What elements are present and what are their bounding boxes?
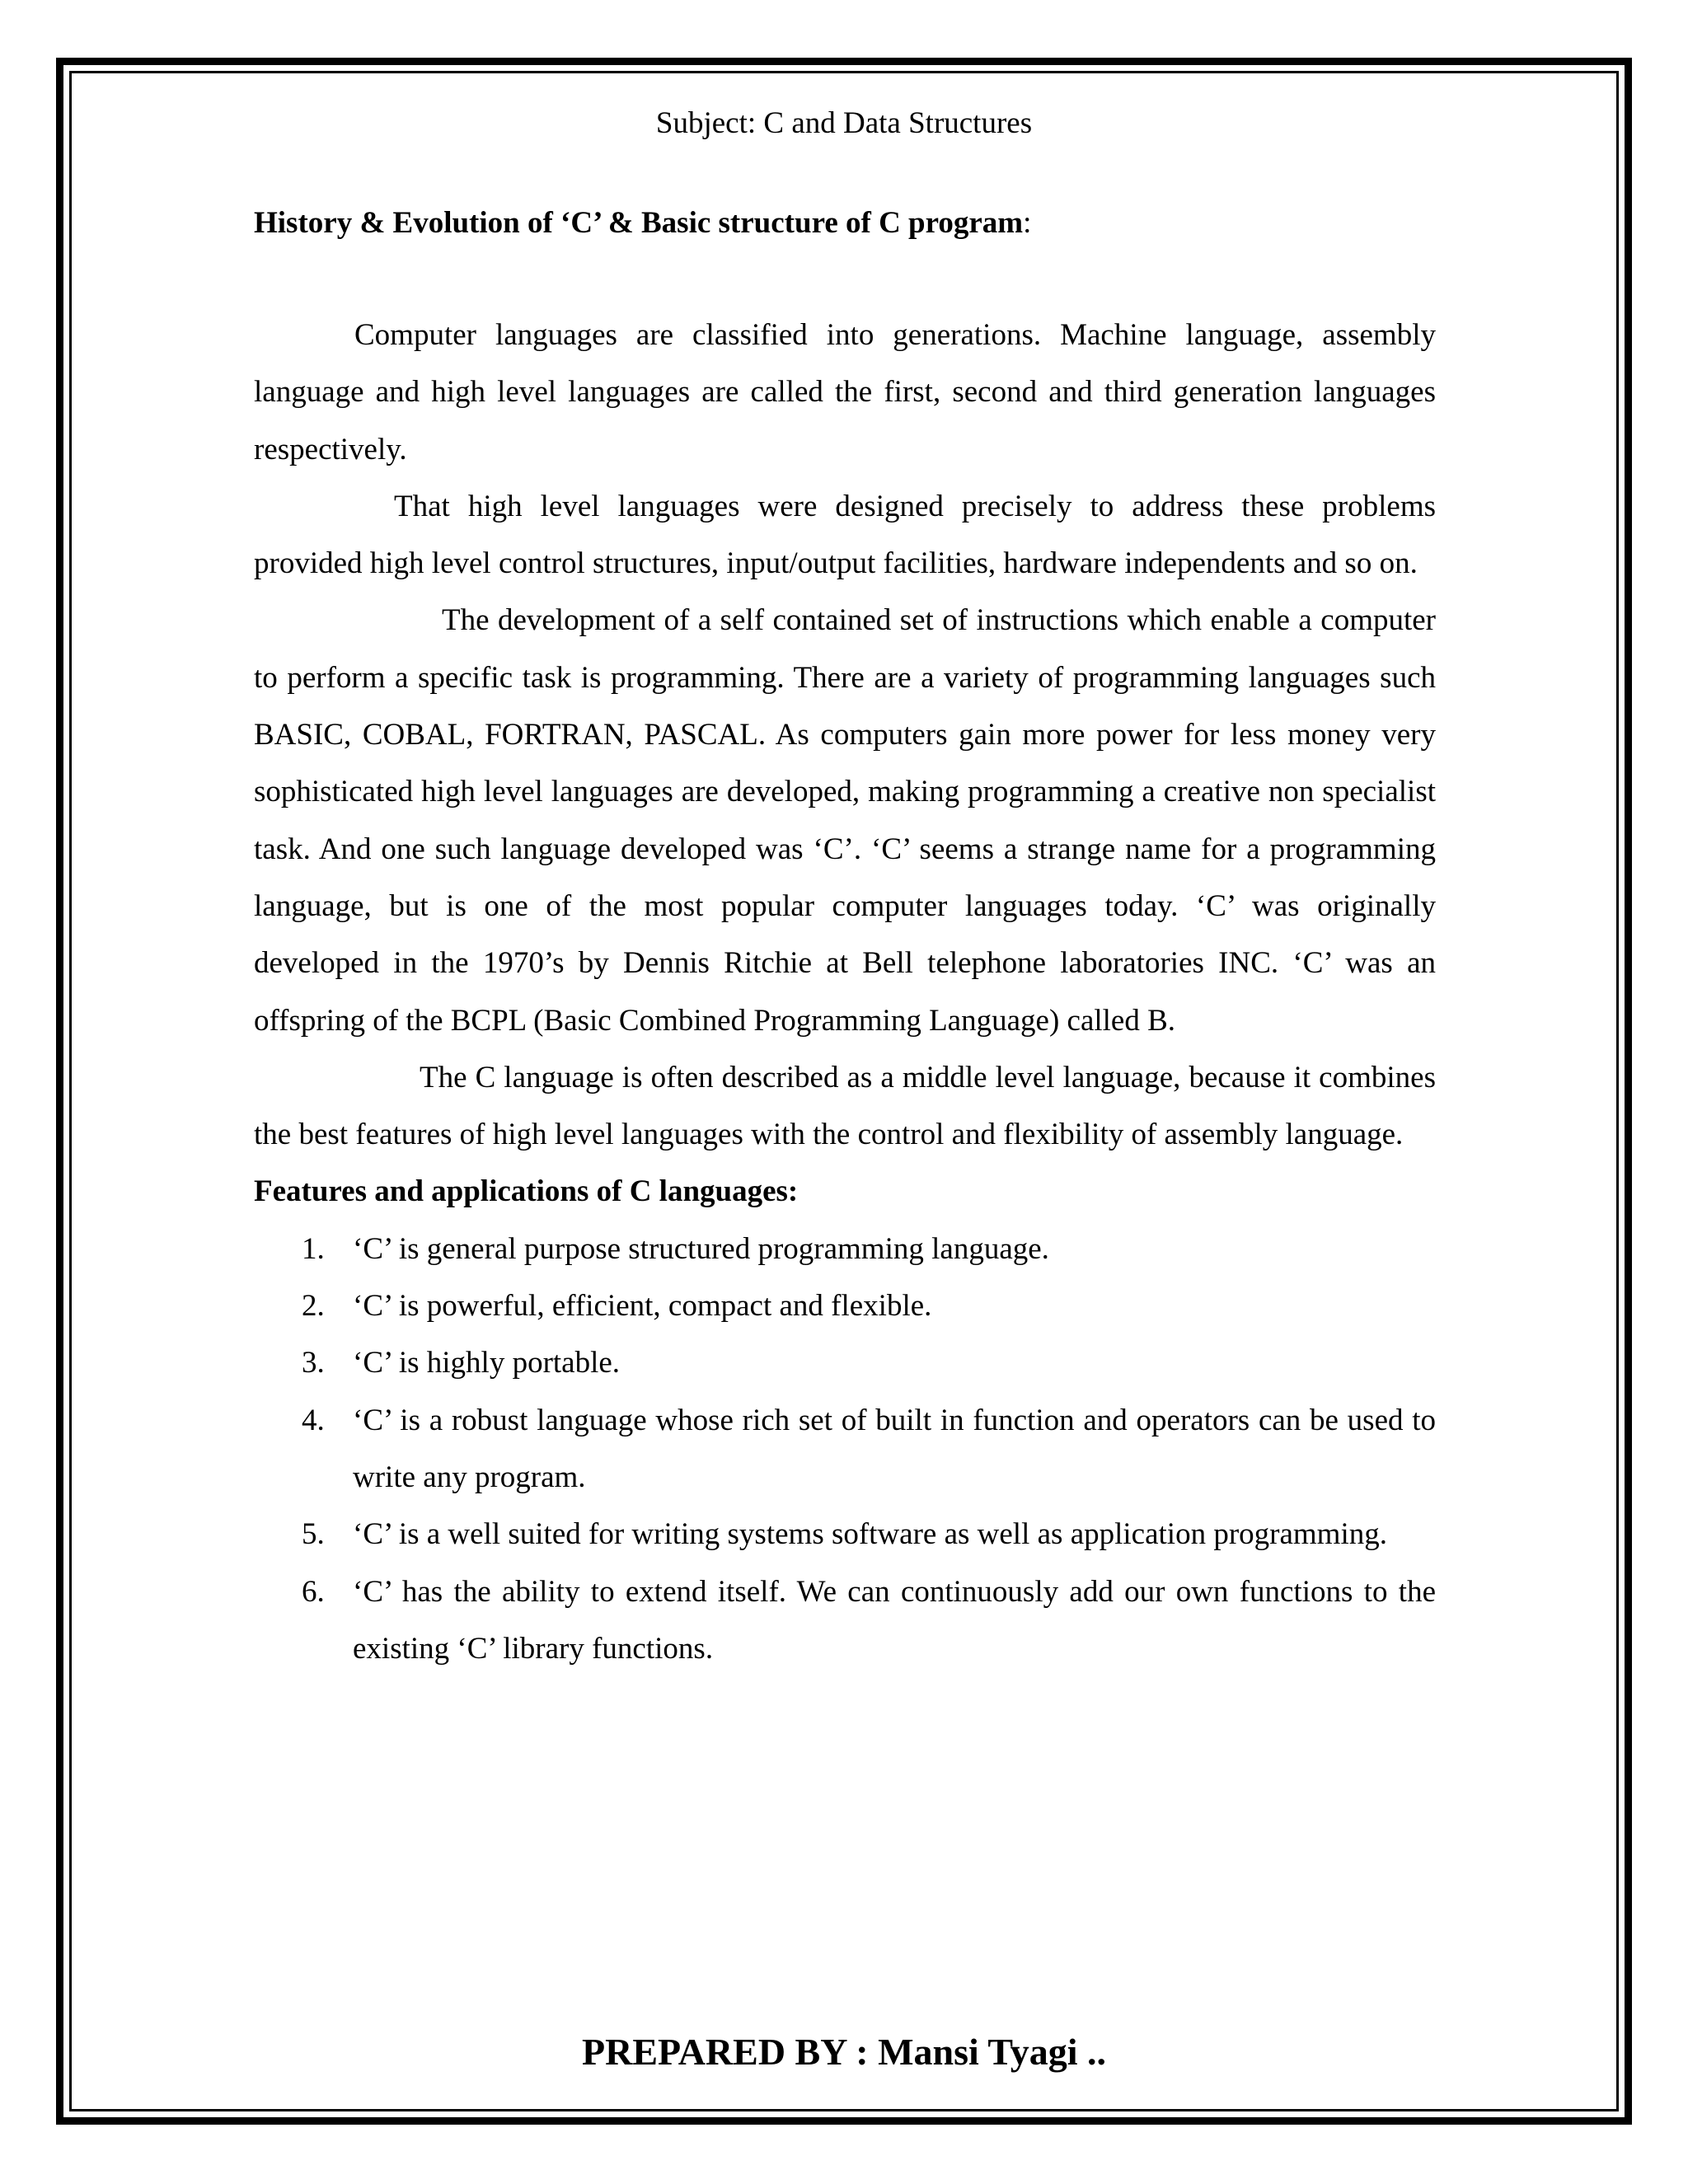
document-body [254,200,1436,1677]
list-item-text: ‘C’ is a robust language whose rich set of built in function and operators can be used to write any program. [353,1403,1436,1494]
list-item [254,1221,1436,1277]
paragraph-middle-level: The C language is often described as a middle level language, because it combines the best features of high level languages with the control and flexibility of assembly language. [254,1060,1436,1152]
section-heading-colon: : [1023,206,1032,240]
features-list [254,1221,1436,1677]
prepared-by-footer: PREPARED BY : Mansi Tyagi .. [582,2031,1106,2073]
list-item-number: 5. [302,1517,325,1552]
list-item-text: ‘C’ is general purpose structured programming language. [353,1231,1049,1266]
list-item-number: 2. [302,1289,325,1324]
section-heading-text: History & Evolution of ‘C’ & Basic structure of C program [254,206,1024,240]
list-item [254,1392,1436,1507]
subject-header: Subject: C and Data Structures [655,106,1033,140]
list-item-text: ‘C’ is powerful, efficient, compact and flexible. [353,1289,932,1324]
list-item-text: ‘C’ has the ability to extend itself. We can continuously add our own functions to the existing ‘C’ library functions. [353,1574,1436,1666]
list-item-text: ‘C’ is highly portable. [353,1346,621,1380]
list-item [254,1506,1436,1563]
list-item [254,1334,1436,1391]
list-item-number: 1. [302,1231,325,1266]
list-item [254,1563,1436,1678]
list-item [254,1277,1436,1334]
section-heading [254,200,1436,246]
list-item-text: ‘C’ is a well suited for writing systems software as well as application programming. [353,1517,1387,1552]
list-item-number: 3. [302,1346,325,1380]
list-item-number: 4. [302,1403,325,1437]
paragraph-high-level: That high level languages were designed precisely to address these problems provided high level control structures, input/output facilities, hardware independents and so on. [254,489,1436,581]
features-heading: Features and applications of C languages: [254,1174,799,1209]
paragraph-programming: The development of a self contained set of instructions which enable a computer to perform a specific task is programming. There are a variety of programming languages such BASIC, COBAL, FORTRAN, PASCAL. As computers gain more power for less money very sophisticated high level languages are developed, making programming a creative non specialist task. And one such language developed was ‘C’. ‘C’ seems a strange name for a programming language, but is one of the most popular computer languages today. ‘C’ was originally developed in the 1970’s by Dennis Ritchie at Bell telephone laboratories INC. ‘C’ was an offspring of the BCPL (Basic Combined Programming Language) called B. [254,603,1436,1038]
paragraph-generations: Computer languages are classified into generations. Machine language, assembly language and high level languages are called the first, second and third generation languages respectively. [254,318,1436,466]
list-item-number: 6. [302,1574,325,1609]
